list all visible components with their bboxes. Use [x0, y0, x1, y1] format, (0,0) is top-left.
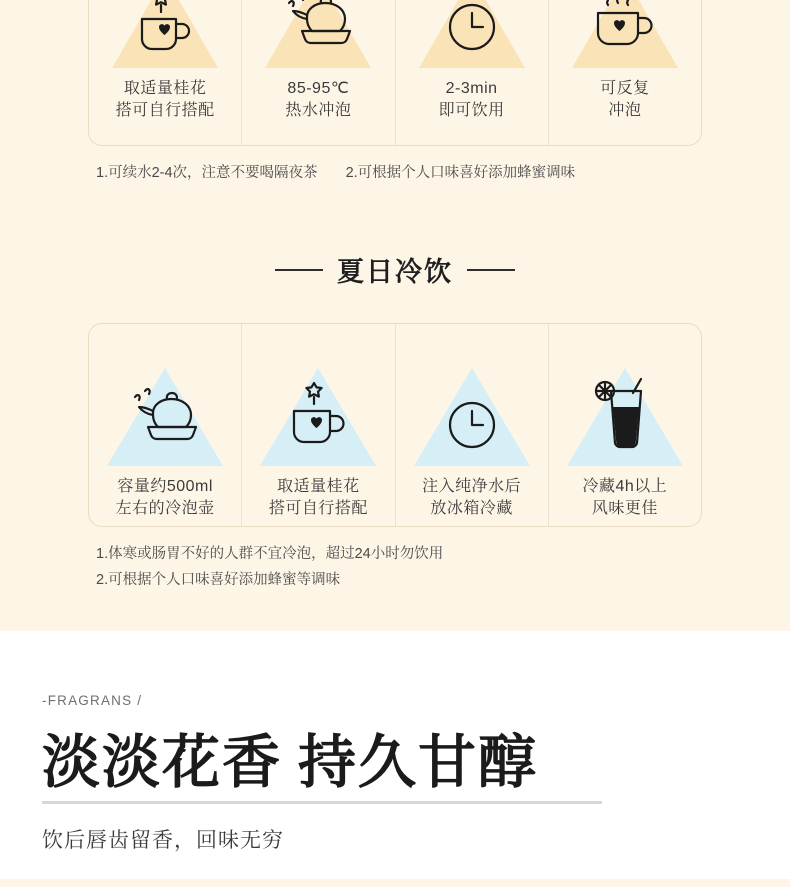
kettle-steam-icon	[121, 377, 209, 460]
mug-with-flower-icon	[128, 0, 202, 62]
clock-icon	[440, 391, 504, 460]
cold-step-1-label: 容量约500ml 左右的冷泡壶	[115, 478, 215, 517]
hot-step-2	[241, 0, 394, 145]
cold-step-1	[89, 324, 241, 526]
hot-step-4-label: 可反复 冲泡	[600, 80, 650, 119]
hot-step-3-label: 2-3min 即可饮用	[438, 80, 505, 119]
hot-step-3-icon-wrap	[407, 0, 537, 68]
cold-section-heading	[0, 250, 790, 289]
footer-subtitle: 饮后唇齿留香，回味无穷	[42, 828, 284, 852]
hot-step-4	[548, 0, 701, 145]
cold-brew-notes	[96, 541, 694, 593]
cold-section-title: 夏日冷饮	[337, 257, 453, 287]
hot-brew-notes	[96, 160, 694, 186]
fragrance-footer	[0, 631, 790, 879]
cold-step-2-label: 取适量桂花 搭可自行搭配	[268, 478, 368, 517]
hot-step-4-icon-wrap	[560, 0, 690, 68]
cold-step-1-icon-wrap	[100, 346, 230, 466]
mug-with-flower-icon	[280, 375, 356, 460]
cold-step-3-label: 注入纯净水后 放冰箱冷藏	[422, 478, 522, 517]
hot-step-2-icon-wrap	[253, 0, 383, 68]
hot-step-3	[395, 0, 548, 145]
footer-eyebrow: -FRAGRANS /	[42, 693, 143, 708]
cold-step-2	[241, 324, 394, 526]
clock-icon	[440, 0, 504, 62]
footer-title-part2: 持久甘醇	[298, 730, 539, 795]
cold-step-3	[395, 324, 548, 526]
hot-note-2: 2.可根据个人口味喜好添加蜂蜜调味	[345, 165, 576, 181]
cold-step-2-icon-wrap	[253, 346, 383, 466]
footer-title-underline	[42, 801, 602, 804]
cold-step-4-icon-wrap	[560, 346, 690, 466]
cold-note-1: 1.体寒或肠胃不好的人群不宜冷泡，超过24小时勿饮用	[96, 546, 444, 562]
footer-title-part1: 淡淡花香	[42, 730, 283, 795]
cold-brew-steps-card	[88, 323, 702, 527]
cold-step-4	[548, 324, 701, 526]
cold-step-3-icon-wrap	[407, 346, 537, 466]
hot-note-1: 1.可续水2-4次，注意不要喝隔夜茶	[96, 165, 318, 181]
cold-note-2: 2.可根据个人口味喜好添加蜂蜜等调味	[96, 572, 341, 588]
footer-title	[42, 732, 748, 795]
hot-step-1	[89, 0, 241, 145]
hot-step-1-label: 取适量桂花 搭可自行搭配	[115, 80, 215, 119]
hot-step-1-icon-wrap	[100, 0, 230, 68]
hot-brew-steps-card	[88, 0, 702, 146]
cold-step-4-label: 冷藏4h以上 风味更佳	[582, 478, 668, 517]
heading-rule-right	[467, 269, 515, 271]
iced-drink-icon	[589, 369, 661, 460]
hot-step-2-label: 85-95℃ 热水冲泡	[285, 80, 352, 119]
kettle-steam-icon	[277, 0, 359, 62]
hot-cup-icon	[586, 0, 664, 62]
heading-rule-left	[275, 269, 323, 271]
